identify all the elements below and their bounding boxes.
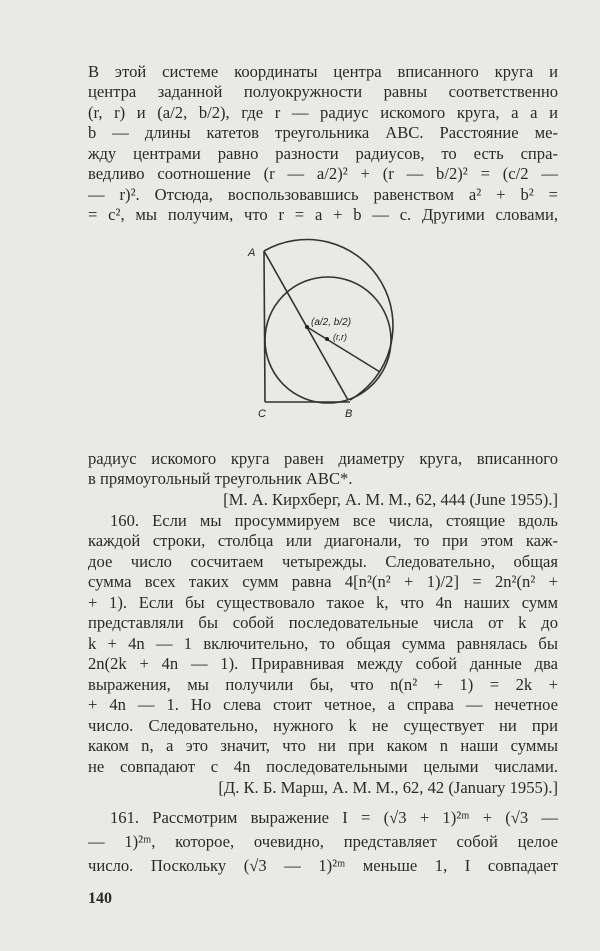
text-line: дое число сосчитаем четырежды. Следовательно, общая (88, 552, 558, 571)
text-line: каждой строки, столбца или диагонали, то при этом каж- (88, 531, 558, 550)
text-line: каком n, а это значит, что ни при каком n наши суммы (88, 736, 558, 755)
text-line: представляли бы собой последовательные числа от k до (88, 613, 558, 632)
text-line: + 4n — 1. Но слева стоит четное, а справа — нечетное (88, 695, 558, 714)
center-dot (305, 325, 309, 329)
text-line: — r)². Отсюда, воспользовавшись равенством a² + b² = (88, 185, 558, 204)
text-line: В этой системе координаты центра вписанного круга и (88, 62, 558, 81)
label-semicircle-center: (a/2, b/2) (311, 317, 352, 328)
text-line: ведливо соотношение (r — a/2)² + (r — b/2)² = (c/2 — (88, 164, 558, 183)
citation: [Д. К. Б. Марш, A. M. M., 62, 42 (January 1955).] (218, 778, 558, 797)
text-line: радиус искомого круга равен диаметру круга, вписанного (88, 449, 558, 468)
text-line: 161. Рассмотрим выражение I = (√3 + 1)²ᵐ + (√3 — (110, 808, 558, 827)
label-B: B (345, 408, 353, 420)
text-line: = c², мы получим, что r = a + b — c. Другими словами, (88, 205, 558, 224)
citation: [М. А. Кирхберг, A. M. M., 62, 444 (June 1955).] (223, 490, 558, 509)
page-number: 140 (88, 890, 112, 907)
geometry-figure (240, 235, 440, 425)
text-line: 2n(2k + 4n — 1). Приравнивая между собой данные два (88, 654, 558, 673)
incenter-dot (325, 337, 329, 341)
leg-AC (264, 251, 265, 402)
text-line: k + 4n — 1 включительно, то общая сумма равнялась бы (88, 634, 558, 653)
text-line: в прямоугольный треугольник ABC*. (88, 469, 353, 488)
label-A: A (248, 247, 256, 259)
text-line: сумма всех таких сумм равна 4[n²(n² + 1)/2] = 2n²(n² + (88, 572, 558, 591)
text-line: не совпадают с 4n последовательными целыми числами. (88, 757, 558, 776)
label-C: C (258, 408, 266, 420)
text-line: 160. Если мы просуммируем все числа, стоящие вдоль (110, 511, 558, 530)
text-line: (r, r) и (a/2, b/2), где r — радиус искомого круга, а a и (88, 103, 558, 122)
text-line: выражения, мы получили бы, что n(n² + 1) = 2k + (88, 675, 558, 694)
text-line: число. Поскольку (√3 — 1)²ᵐ меньше 1, I совпадает (88, 856, 558, 875)
label-incircle-center: (r,r) (333, 332, 347, 342)
text-line: жду центрами равно разности радиусов, то есть спра- (88, 144, 558, 163)
text-line: — 1)²ᵐ, которое, очевидно, представляет собой целое (88, 832, 558, 851)
text-line: + 1). Если бы существовало такое k, что 4n наших сумм (88, 593, 558, 612)
text-line: b — длины катетов треугольника ABC. Расстояние ме- (88, 123, 558, 142)
text-line: число. Следовательно, нужного k не существует ни при (88, 716, 558, 735)
text-line: центра заданной полуокружности равны соответственно (88, 82, 558, 101)
